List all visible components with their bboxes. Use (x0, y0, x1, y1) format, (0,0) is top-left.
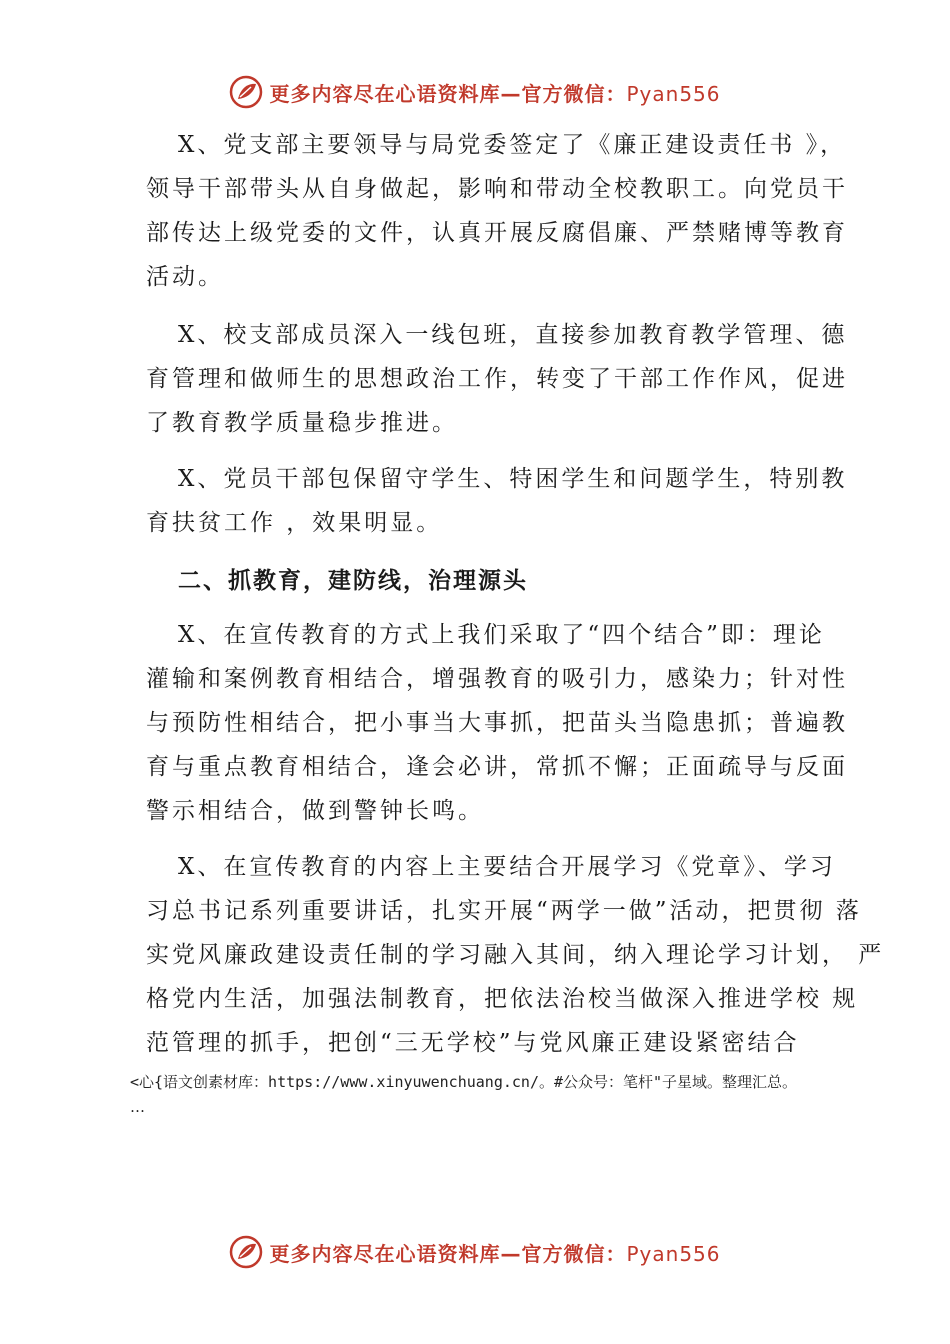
paragraph-4-line-2: 灌输和案例教育相结合，增强教育的吸引力，感染力；针对性 (146, 666, 848, 692)
paragraph-1-line-1: X、党支部主要领导与局党委签定了《廉正建设责任书 》， (178, 132, 847, 158)
paragraph-2-line-2: 育管理和做师生的思想政治工作，转变了干部工作作风，促进 (146, 366, 848, 392)
banner-separator: — (500, 81, 522, 106)
banner-separator: — (500, 1241, 522, 1266)
paragraph-2-line-1: X、校支部成员深入一线包班，直接参加教育教学管理、德 (178, 322, 848, 348)
paragraph-3-line-1: X、党员干部包保留守学生、特困学生和问题学生，特别教 (178, 466, 848, 492)
paragraph-4-line-1: X、在宣传教育的方式上我们采取了“四个结合”即：理论 (178, 622, 825, 648)
banner-text (269, 1238, 720, 1267)
banner-wechat-id: Pyan556 (626, 1241, 721, 1266)
footnote-source: <心{语文创素材库：https://www.xinyuwenchuang.cn/。#公众号：笔杆"子星域。整理汇总。 (130, 1073, 798, 1091)
paragraph-1-line-3: 部传达上级党委的文件，认真开展反腐倡廉、严禁赌博等教育 (146, 220, 848, 246)
paragraph-5-line-2: 习总书记系列重要讲话，扎实开展“两学一做”活动，把贯彻 落 (146, 898, 862, 924)
banner-text (269, 78, 720, 107)
paragraph-4-line-4: 育与重点教育相结合，逢会必讲，常抓不懈；正面疏导与反面 (146, 754, 848, 780)
paragraph-3-line-2: 育扶贫工作 ，效果明显。 (146, 510, 443, 536)
paragraph-1-line-4: 活动。 (146, 264, 224, 290)
footnote-ellipsis: … (130, 1098, 145, 1116)
paragraph-5-line-3: 实党风廉政建设责任制的学习融入其间，纳入理论学习计划， 严 (146, 942, 885, 968)
leaf-logo-icon (229, 75, 263, 109)
footer-banner (0, 1230, 950, 1274)
paragraph-5-line-1: X、在宣传教育的内容上主要结合开展学习《党章》、学习 (178, 854, 836, 880)
header-banner (0, 70, 950, 114)
banner-title: 更多内容尽在心语资料库 (269, 1241, 501, 1266)
paragraph-2-line-3: 了教育教学质量稳步推进。 (146, 410, 458, 436)
paragraph-5-line-4: 格党内生活，加强法制教育，把依法治校当做深入推进学校 规 (146, 986, 859, 1012)
section-heading: 二、抓教育，建防线，治理源头 (178, 568, 528, 594)
banner-wechat-label: 官方微信： (521, 81, 627, 106)
paragraph-4-line-3: 与预防性相结合，把小事当大事抓，把苗头当隐患抓；普遍教 (146, 710, 848, 736)
banner-title: 更多内容尽在心语资料库 (269, 81, 501, 106)
paragraph-5-line-5: 范管理的抓手，把创“三无学校”与党风廉正建设紧密结合 (146, 1030, 800, 1056)
leaf-logo-icon (229, 1235, 263, 1269)
banner-wechat-label: 官方微信： (521, 1241, 627, 1266)
paragraph-1-line-2: 领导干部带头从自身做起，影响和带动全校教职工。向党员干 (146, 176, 848, 202)
paragraph-4-line-5: 警示相结合，做到警钟长鸣。 (146, 798, 484, 824)
banner-wechat-id: Pyan556 (626, 81, 721, 106)
